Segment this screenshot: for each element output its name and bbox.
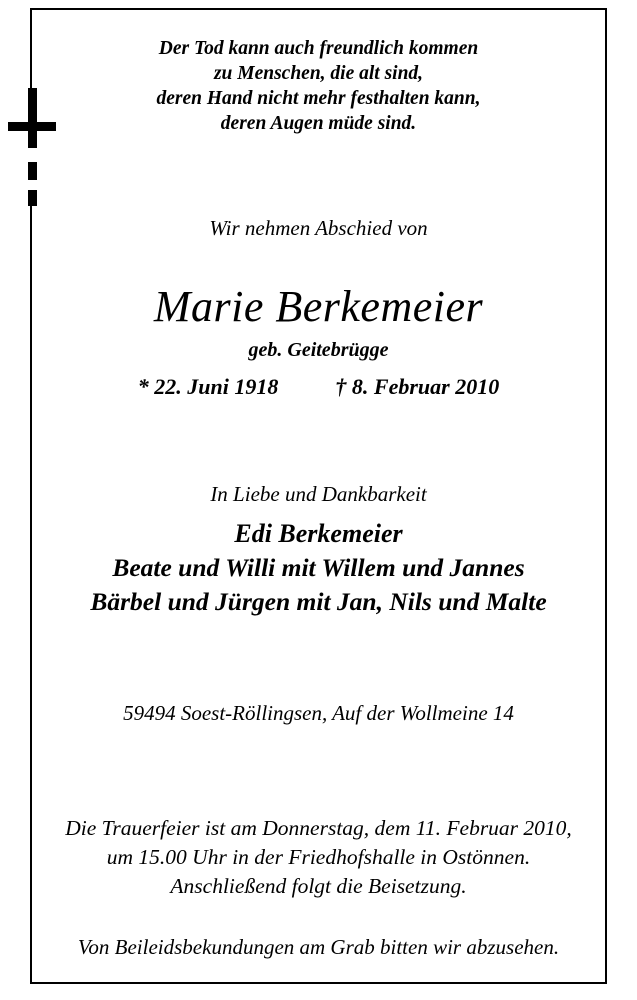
address-line: 59494 Soest-Röllingsen, Auf der Wollmeine 14	[123, 701, 514, 725]
service-line: Anschließend folgt die Beisetzung.	[170, 874, 467, 898]
family-list	[50, 517, 587, 619]
poem-line: deren Augen müde sind.	[220, 113, 417, 134]
family-member-line: Beate und Willi mit Willem und Jannes	[112, 553, 525, 582]
poem-line: zu Menschen, die alt sind,	[213, 63, 424, 84]
dedication-line: In Liebe und Dankbarkeit	[210, 482, 427, 506]
family-member-line: Bärbel und Jürgen mit Jan, Nils und Malte	[90, 587, 547, 616]
poem-line: Der Tod kann auch freundlich kommen	[158, 38, 479, 59]
deceased-name: Marie Berkemeier	[153, 282, 484, 331]
poem-block	[50, 36, 587, 136]
farewell-line: Wir nehmen Abschied von	[209, 216, 428, 240]
poem-line: deren Hand nicht mehr festhalten kann,	[156, 88, 481, 109]
service-details	[50, 814, 587, 901]
notice-content	[32, 8, 605, 984]
birth-date: * 22. Juni 1918	[137, 374, 279, 399]
maiden-name: geb. Geitebrügge	[248, 339, 389, 361]
life-dates	[50, 374, 587, 400]
family-member-line: Edi Berkemeier	[234, 519, 403, 548]
death-date: † 8. Februar 2010	[335, 374, 500, 399]
service-line: um 15.00 Uhr in der Friedhofshalle in Ostönnen.	[106, 845, 531, 869]
service-line: Die Trauerfeier ist am Donnerstag, dem 11. Februar 2010,	[65, 816, 572, 840]
closing-note: Von Beileidsbekundungen am Grab bitten wir abzusehen.	[77, 935, 560, 959]
